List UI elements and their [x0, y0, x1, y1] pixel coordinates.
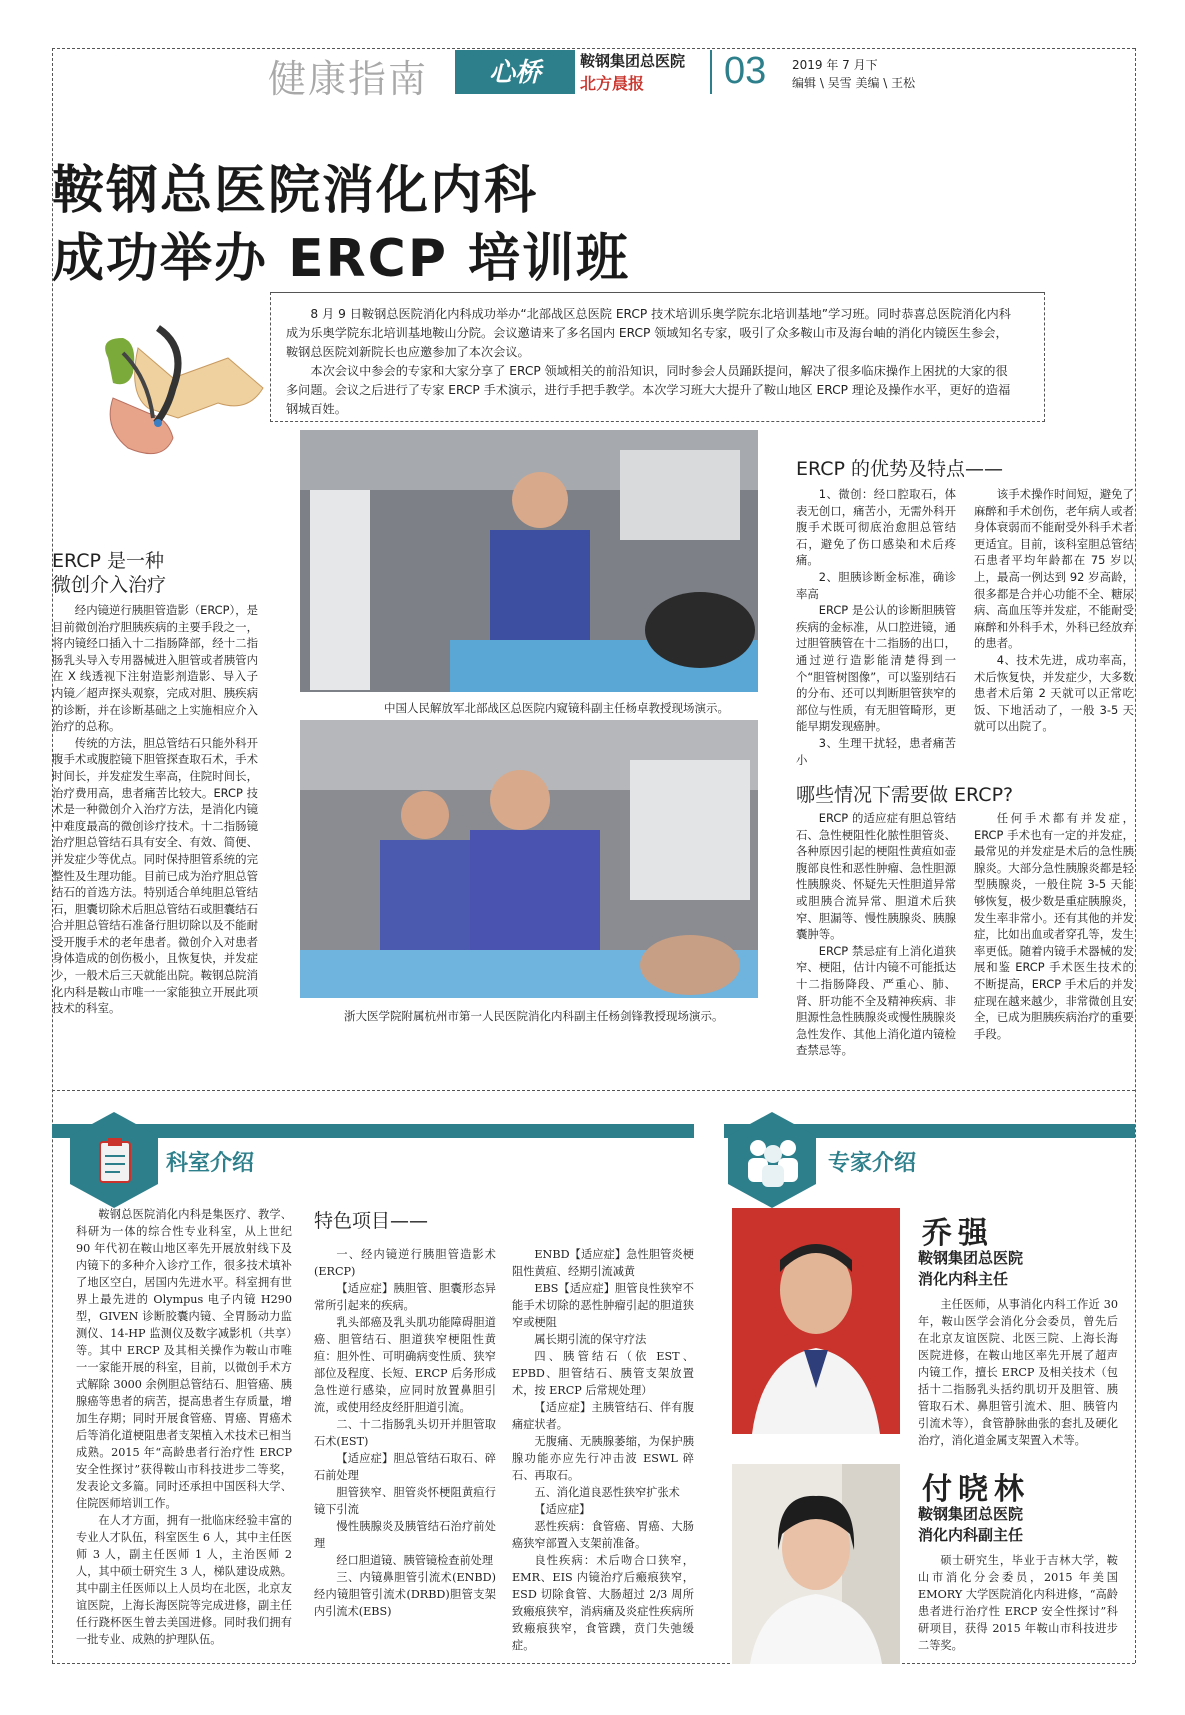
issue-date: 2019 年 7 月下: [792, 58, 878, 72]
avatar-icon: [732, 1464, 900, 1664]
surgery-scene-icon: [300, 430, 758, 692]
paragraph: 3、生理干扰轻，患者痛苦小: [796, 735, 956, 767]
paragraph: ENBD【适应症】急性胆管炎梗阻性黄疸、经期引流减黄: [512, 1248, 694, 1278]
features-col2: [512, 1246, 694, 1654]
surgery-photo-2: [300, 720, 758, 998]
paragraph: 无腹痛、无胰腺萎缩，为保护胰腺功能亦应先行冲击波 ESWL 碎石、再取石。: [512, 1435, 694, 1482]
paragraph: 4、技术先进，成功率高，术后恢复快，并发症少，大多数患者术后第 2 天就可以正常吃饭、下地活动了，一般 3-5 天就可以出院了。: [974, 652, 1134, 734]
dept-text: [76, 1206, 292, 1648]
paragraph: 胆管狭窄、胆管炎怀梗阻黄疸行镜下引流: [314, 1486, 496, 1516]
logo-text: 心桥: [488, 58, 541, 88]
paragraph: 良性疾病：术后吻合口狭窄，EMR、EIS 内镜治疗后瘢痕狭窄，ESD 切除食管、大肠超过 2/3 周所致瘢痕狭窄，消病痛及炎症性疾病所致瘢痕狭窄，食管蹼，贲门失弛缓症。: [512, 1554, 694, 1652]
headline-line2: 成功举办 ERCP 培训班: [52, 229, 631, 289]
pancreas-illustration: [78, 318, 268, 468]
expert-bio-2: [918, 1552, 1118, 1654]
frame-right: [1135, 48, 1136, 1663]
intro-box-left: [270, 292, 271, 422]
expert-name-2: 付晓林: [922, 1472, 1030, 1507]
hospital-name: 鞍钢集团总医院: [580, 52, 686, 70]
paragraph: EBS【适应症】胆管良性狭窄不能手术切除的恶性肿瘤引起的胆道狭窄或梗阻: [512, 1282, 694, 1329]
paragraph: 五、消化道良恶性狭窄扩张术: [534, 1486, 680, 1499]
editors: 编辑 \ 吴雪 美编 \ 王松: [792, 76, 916, 90]
paragraph: 2、胆胰诊断金标准，确诊率高: [796, 569, 956, 601]
paragraph: 【适应症】胰胆管、胆囊形态异常所引起来的疾病。: [314, 1282, 496, 1312]
expert-bio-1: [918, 1296, 1118, 1449]
intro-box-bottom: [270, 421, 1045, 422]
paragraph: 经内镜逆行胰胆管造影（ERCP），是目前微创治疗胆胰疾病的主要手段之一，将内镜经口插入十二指肠降部，经十二指肠乳头导入专用器械进入胆管或者胰管内在 X 线透视下注射造影剂造影、导入子内镜／超声探头观察，完成对胆、胰疾病的诊断，并在诊断基础之上实施相应介入治疗的总称。: [52, 603, 258, 734]
paragraph: 该手术操作时间短，避免了麻醉和手术创伤，老年病人或者身体衰弱而不能耐受外科手术者更适宜。目前，该科室胆总管结石患者平均年龄都在 75 岁以上，最高一例达到 92 岁高龄，很多都是合并心功能不全、糖尿病、高血压等并发症，不能耐受麻醉和外科手术，外科已经放弃的患者。: [974, 487, 1134, 651]
paragraph: 【适应症】: [534, 1503, 591, 1516]
pancreas-icon: [78, 318, 268, 468]
advantages-heading: ERCP 的优势及特点——: [796, 458, 1004, 480]
advantages-col2: [974, 486, 1134, 735]
paragraph: 三、内镜鼻胆管引流术(ENBD)经内镜胆管引流术(DRBD)胆管支架内引流术(EBS): [314, 1571, 496, 1618]
section-title: 健康指南: [268, 57, 429, 101]
expert-portrait-2: [732, 1464, 900, 1664]
surgery-photo-1: [300, 430, 758, 692]
frame-top: [52, 48, 1135, 49]
advantages-col1: [796, 486, 956, 768]
paragraph: 在人才方面，拥有一批临床经验丰富的专业人才队伍，科室医生 6 人，其中主任医师 3 人，副主任医师 1 人，主治医师 2 人，其中硕士研究生 3 人，梯队建设成熟。其中副主任医师以上人员均在北医，北京友谊医院，上海长海医院等完成进修，副主任任行跷杯医生曾去美国进修。同时我们拥有一批专业、成熟的护理队伍。: [76, 1514, 292, 1646]
intro-text: [286, 305, 1018, 419]
paper-name: 北方晨报: [580, 74, 645, 93]
paragraph: 硕士研究生，毕业于吉林大学，鞍山市消化分会委员，2015 年美国 EMORY 大学医院消化内科进修，“高龄患者进行治疗性 ERCP 安全性探讨”科研项目，获得 2015 年鞍山市科技进步二等奖。: [918, 1554, 1118, 1652]
expert-portrait-1: [732, 1208, 900, 1434]
expert-name-1: 乔强: [922, 1216, 994, 1251]
indications-col2: [974, 810, 1134, 1042]
expert-org-2: 鞍钢集团总医院: [918, 1505, 1024, 1523]
page-number: 03: [724, 50, 767, 92]
photo-caption-1: 中国人民解放军北部战区总医院内窥镜科副主任杨卓教授现场演示。: [384, 701, 729, 715]
paragraph: 任何手术都有并发症，ERCP 手术也有一定的并发症，最常见的并发症是术后的急性胰腺炎。大部分急性胰腺炎都是轻型胰腺炎，一般住院 3-5 天能够恢复，极少数是重症胰腺炎，发生率非常小。还有其他的并发症，比如出血或者穿孔等，发生率更低。随着内镜手术器械的发展和鉴 ERCP 手术医生技术的不断提高，ERCP 手术后的并发症现在越来越少，非常微创且安全，已成为胆胰疾病治疗的重要手段。: [974, 811, 1134, 1041]
paragraph: 【适应症】主胰管结石、伴有腹痛症状者。: [512, 1401, 694, 1431]
paragraph: 慢性胰腺炎及胰管结石治疗前处理: [314, 1520, 496, 1550]
surgery-scene-icon: [300, 720, 758, 998]
experts-label: 专家介绍: [828, 1150, 917, 1176]
masthead-divider: [710, 50, 712, 94]
section-heading: 微创介入治疗: [52, 574, 167, 596]
indications-col1: [796, 810, 956, 1059]
paragraph: ERCP 禁忌症有上消化道狭窄、梗阻，估计内镜不可能抵达十二指肠降段、严重心、肺、肾、肝功能不全及精神疾病、非胆源性急性胰腺炎或慢性胰腺炎急性发作、其他上消化道内镜检查禁忌等。: [796, 943, 956, 1058]
section-separator: [52, 1090, 1135, 1091]
clipboard-icon: [90, 1136, 140, 1186]
intro-box-top: [270, 292, 1045, 293]
paragraph: 二、十二指肠乳头切开并胆管取石术(EST): [314, 1418, 496, 1448]
expert-title-1: 消化内科主任: [918, 1270, 1009, 1288]
paragraph: 乳头部癌及乳头肌功能障碍胆道癌、胆管结石、胆道狭窄梗阻性黄疸：胆外性、可明确病变性质、狭窄部位及程度、长短、ERCP 后务形成急性逆行感染，应同时放置鼻胆引流，或使用经皮经肝胆道引流。: [314, 1316, 496, 1414]
expert-org-1: 鞍钢集团总医院: [918, 1249, 1024, 1267]
paragraph: 恶性疾病：食管癌、胃癌、大肠癌狭窄部置入支架前准备。: [512, 1520, 694, 1550]
dept-label: 科室介绍: [166, 1150, 255, 1176]
intro-paragraph: 8 月 9 日鞍钢总医院消化内科成功举办“北部战区总医院 ERCP 技术培训乐奥学院东北培训基地”学习班。同时恭喜总医院消化内科成为乐奥学院东北培训基地鞍山分院。会议邀请来了多名国内 ERCP 领域知名专家，吸引了众多鞍山市及海台岫的消化内镜医生参会，鞍钢总医院刘新院长也应邀参加了本次会议。: [286, 307, 1011, 359]
paragraph: 四、胰管结石（依 EST、EPBD、胆管结石、胰管支架放置术，按 ERCP 后常规处理）: [512, 1350, 694, 1397]
paragraph: ERCP 的适应症有胆总管结石、急性梗阻性化脓性胆管炎、各种原因引起的梗阻性黄疸如壶腹部良性和恶性肿瘤、急性胆源性胰腺炎、怀疑先天性胆道异常或胆胰合流异常、胆道术后狭窄、胆漏等、慢性胰腺炎、胰腺囊肿等。: [796, 811, 956, 942]
paragraph: 1、微创：经口腔取石，体表无创口，痛苦小，无需外科开腹手术既可彻底治愈胆总管结石，避免了伤口感染和术后疼痛。: [796, 487, 956, 568]
frame-bottom: [52, 1663, 1135, 1664]
section-heading: ERCP 是一种: [52, 550, 165, 572]
paragraph: 传统的方法，胆总管结石只能外科开腹手术或腹腔镜下胆管探查取石术，手术时间长，并发症发生率高，住院时间长，治疗费用高，患者痛苦比较大。ERCP 技术是一种微创介入治疗方法，是消化内镜中难度最高的微创诊疗技术。十二指肠镜治疗胆总管结石具有安全、有效、简便、并发症少等优点。同时保持胆管系统的完整性及生理功能。目前已成为治疗胆总管结石的首选方法。特别适合单纯胆总管结石，胆囊切除术后胆总管结石或胆囊结石合并胆总管结石准备行胆切除以及不能耐受开腹手术的老年患者。微创介入对患者身体造成的创伤极小，且恢复快，并发症少，一般术后三天就能出院。鞍钢总院消化内科是鞍山市唯一一家能独立开展此项技术的科室。: [52, 735, 258, 1016]
expert-title-2: 消化内科副主任: [918, 1526, 1024, 1544]
headline-line1: 鞍钢总医院消化内科: [52, 161, 539, 221]
paragraph: 属长期引流的保守疗法: [534, 1333, 647, 1346]
paragraph: 鞍钢总医院消化内科是集医疗、教学、科研为一体的综合性专业科室，从上世纪 90 年代初在鞍山地区率先开展放射线下及内镜下的多种介入诊疗工作，很多技术填补了地区空白，居国内先进水平。科室拥有世界上最先进的 Olympus 电子内镜 H290 型，GIVEN 诊断胶囊内镜、全胃肠动力监测仪、14-HP 监测仪及数字减影机（共享）等。其中 ERCP 及其相关操作为鞍山市唯一一家能开展的科室，目前，以微创手术方式解除 3000 余例胆总管结石、胆管癌、胰腺癌等患者的病苦，提高患者生存质量，增加生存期；同时开展食管癌、胃癌、胃癌术后等消化道梗阻患者支架植入术技术已相当成熟。2015 年“高龄患者行治疗性 ERCP 安全性探讨”获得鞍山市科技进步二等奖，发表论文多篇。同时还承担中国医科大学、住院医师培训工作。: [76, 1208, 292, 1510]
photo-caption-2: 浙大医学院附属杭州市第一人民医院消化内科副主任杨剑锋教授现场演示。: [344, 1009, 724, 1023]
features-heading: 特色项目——: [314, 1210, 429, 1232]
paragraph: ERCP 是公认的诊断胆胰管疾病的金标准，从口腔进镜，通过胆管胰管在十二指肠的出口，通过逆行造影能清楚得到一个“胆管树图像”，可以鉴别结石的分布、还可以判断胆管狭窄的部位与性质，有无胆管畸形，更能早期发现癌肿。: [796, 603, 956, 734]
intro-paragraph: 本次会议中参会的专家和大家分享了 ERCP 领域相关的前沿知识，同时参会人员踊跃提问，解决了很多临床操作上困扰的大家的很多问题。会议之后进行了专家 ERCP 手术演示，进行手把手教学。本次学习班大大提升了鞍山地区 ERCP 理论及操作水平，更好的造福钢城百姓。: [286, 364, 1011, 416]
paragraph: 一、经内镜逆行胰胆管造影术(ERCP): [314, 1248, 496, 1278]
ercp-intro-text: [52, 602, 258, 1017]
features-col1: [314, 1246, 496, 1620]
paragraph: 经口胆道镜、胰管镜检查前处理: [336, 1554, 494, 1567]
paragraph: 【适应症】胆总管结石取石、碎石前处理: [314, 1452, 496, 1482]
paragraph: 主任医师，从事消化内科工作近 30 年，鞍山医学会消化分会委员，曾先后在北京友谊医院、北医三院、上海长海医院进修，在鞍山地区率先开展了超声内镜工作，擅长 ERCP 及相关技术（包括十二指肠乳头括约肌切开及胆管、胰管取石术、鼻胆管引流术、胆、胰管内引流术等），食管静脉曲张的套扎及硬化治疗，消化道金属支架置入术等。: [918, 1298, 1118, 1447]
intro-box-right: [1044, 292, 1045, 422]
doctors-icon: [740, 1132, 806, 1188]
avatar-icon: [732, 1208, 900, 1434]
indications-heading: 哪些情况下需要做 ERCP?: [796, 784, 1014, 806]
